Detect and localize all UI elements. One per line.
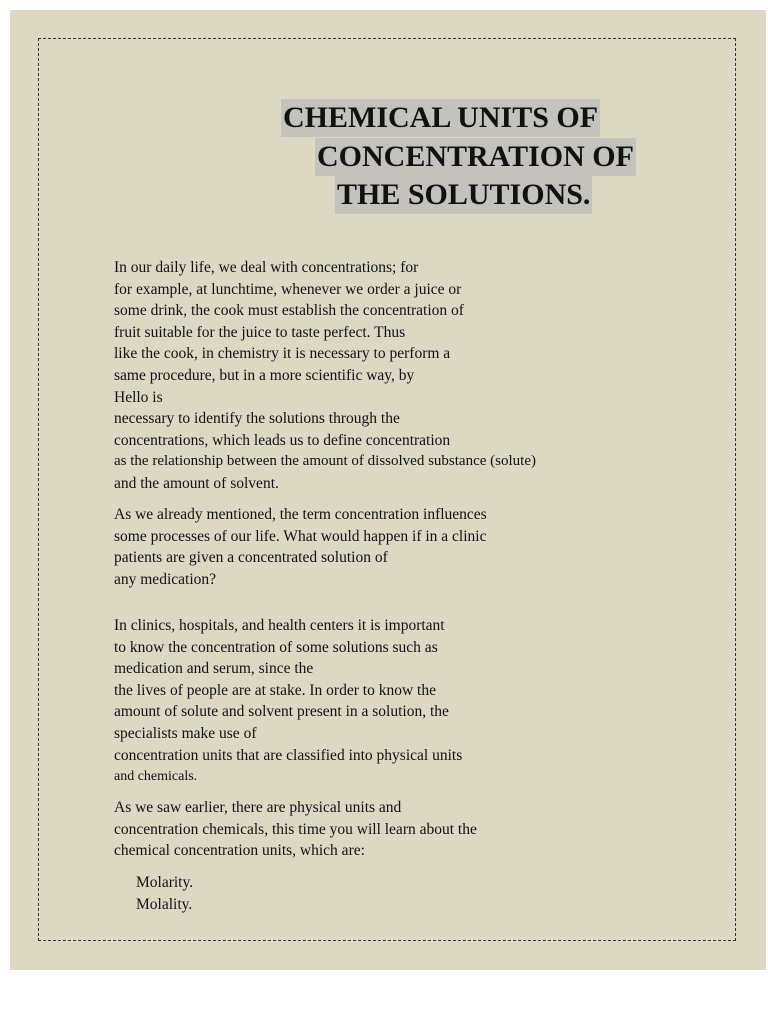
text-line: for example, at lunchtime, whenever we order a juice or bbox=[114, 280, 462, 298]
text-line: In our daily life, we deal with concentrations; for bbox=[114, 259, 419, 276]
paragraph-intro bbox=[114, 257, 536, 495]
text-line: to know the concentration of some solutions such as bbox=[114, 638, 438, 656]
text-line: fruit suitable for the juice to taste perfect. Thus bbox=[114, 323, 406, 341]
text-line: As we saw earlier, there are physical units and bbox=[114, 799, 402, 816]
text-line: any medication? bbox=[114, 570, 216, 588]
text-line: necessary to identify the solutions through the bbox=[114, 410, 400, 428]
text-line: some processes of our life. What would happen if in a clinic bbox=[114, 527, 487, 545]
text-line: some drink, the cook must establish the concentration of bbox=[114, 302, 464, 320]
text-line: concentration chemicals, this time you will learn about the bbox=[114, 820, 477, 838]
text-line: and the amount of solvent. bbox=[114, 474, 279, 492]
text-line: and chemicals. bbox=[114, 769, 198, 785]
text-line: concentration units that are classified into physical units bbox=[114, 746, 463, 764]
text-line: amount of solute and solvent present in a solution, the bbox=[114, 703, 449, 721]
text-line: concentrations, which leads us to define concentration bbox=[114, 431, 451, 449]
title-line-3: THE SOLUTIONS. bbox=[335, 176, 592, 214]
document-page bbox=[10, 10, 766, 970]
paragraph-influences bbox=[114, 504, 487, 590]
title-line-1: CHEMICAL UNITS OF bbox=[281, 99, 600, 137]
text-line: medication and serum, since the bbox=[114, 660, 314, 678]
text-line: same procedure, but in a more scientific way, by bbox=[114, 366, 415, 384]
text-line: patients are given a concentrated solution of bbox=[114, 549, 388, 567]
units-list bbox=[136, 872, 193, 915]
text-line: the lives of people are at stake. In order to know the bbox=[114, 681, 436, 699]
title-line-2: CONCENTRATION OF bbox=[315, 138, 636, 176]
text-line: chemical concentration units, which are: bbox=[114, 842, 365, 860]
text-line: as the relationship between the amount of dissolved substance (solute) bbox=[114, 453, 536, 470]
paragraph-clinics bbox=[114, 615, 462, 788]
paragraph-chemical-units bbox=[114, 797, 477, 862]
list-item: Molality. bbox=[136, 895, 193, 913]
text-line: As we already mentioned, the term concentration influences bbox=[114, 506, 487, 523]
text-line: In clinics, hospitals, and health centers it is important bbox=[114, 617, 445, 634]
text-line: Hello is bbox=[114, 388, 163, 406]
text-line: like the cook, in chemistry it is necessary to perform a bbox=[114, 345, 451, 363]
list-item: Molarity. bbox=[136, 874, 194, 891]
text-line: specialists make use of bbox=[114, 724, 257, 742]
